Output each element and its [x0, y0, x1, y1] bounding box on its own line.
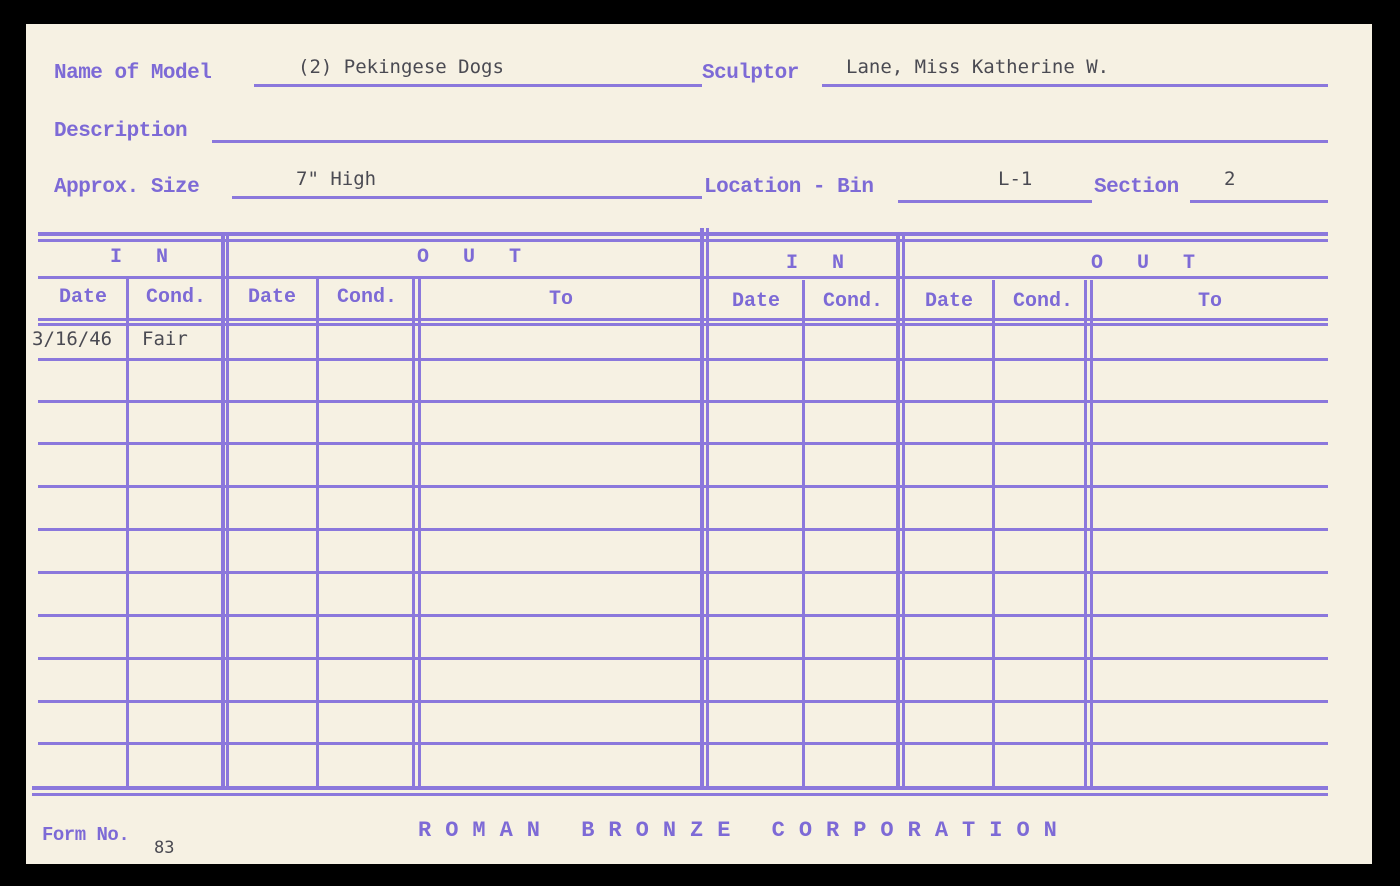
row-rule [38, 528, 1328, 531]
in-header-right: IN [785, 252, 878, 275]
row-rule [38, 657, 1328, 660]
company-name: ROMAN BRONZE CORPORATION [418, 818, 1071, 843]
column-header-rule [38, 318, 1328, 321]
table-top-rule [38, 232, 1328, 236]
row-rule [38, 358, 1328, 361]
col-divider [802, 280, 805, 786]
col-divider-in-out-right-2 [902, 236, 905, 790]
col-divider [412, 276, 415, 786]
col-out-cond-right: Cond. [1012, 290, 1073, 313]
col-divider [992, 280, 995, 786]
col-divider-in-out-right [896, 236, 900, 790]
out-header-left: OUT [416, 246, 555, 269]
col-out-to-left: To [548, 288, 573, 311]
col-out-to-right: To [1197, 290, 1222, 313]
table-bottom-rule-2 [32, 793, 1328, 796]
col-in-date-left: Date [58, 286, 107, 309]
row-rule [38, 742, 1328, 745]
row-rule [38, 442, 1328, 445]
col-out-date-left: Date [247, 286, 296, 309]
in-header-left: IN [109, 246, 202, 269]
col-in-date-right: Date [731, 290, 780, 313]
section-label: Section [1094, 176, 1179, 199]
description-label: Description [54, 120, 188, 143]
sculptor-label: Sculptor [702, 62, 799, 85]
name-of-model-line [254, 84, 702, 87]
location-label: Location - Bin [704, 176, 874, 199]
col-out-cond-left: Cond. [336, 286, 397, 309]
row-rule [38, 485, 1328, 488]
form-number-value: 83 [154, 838, 175, 858]
col-divider-in-out-left [221, 232, 225, 790]
section-value[interactable]: 2 [1224, 168, 1236, 190]
row-rule [38, 700, 1328, 703]
col-divider [1090, 280, 1093, 786]
col-in-cond-left: Cond. [145, 286, 206, 309]
row-1-in-cond[interactable]: Fair [142, 328, 188, 350]
section-line [1190, 200, 1328, 203]
name-of-model-label: Name of Model [54, 62, 212, 85]
row-rule [38, 571, 1328, 574]
form-number-label: Form No. [42, 824, 130, 846]
location-value[interactable]: L-1 [998, 168, 1033, 190]
col-divider [418, 276, 421, 786]
name-of-model-value[interactable]: (2) Pekingese Dogs [298, 56, 504, 78]
col-in-cond-right: Cond. [822, 290, 883, 313]
row-1-in-date[interactable]: 3/16/46 [32, 328, 113, 350]
location-line [898, 200, 1092, 203]
col-divider [316, 276, 319, 786]
description-line [212, 140, 1328, 143]
col-divider [126, 276, 129, 786]
approx-size-line [232, 196, 702, 199]
column-header-rule-2 [38, 323, 1328, 326]
col-out-date-right: Date [924, 290, 973, 313]
row-rule [38, 614, 1328, 617]
row-rule [38, 400, 1328, 403]
sculptor-value[interactable]: Lane, Miss Katherine W. [846, 56, 1110, 78]
col-divider-center-2 [706, 228, 709, 790]
approx-size-value[interactable]: 7" High [296, 168, 377, 190]
group-header-rule [38, 276, 1328, 279]
table-top-rule-2 [38, 239, 1328, 242]
col-divider [1084, 280, 1087, 786]
col-divider-in-out-left-2 [226, 232, 229, 790]
out-header-right: OUT [1090, 252, 1229, 275]
record-card [26, 24, 1372, 864]
col-divider-center [700, 228, 704, 790]
approx-size-label: Approx. Size [54, 176, 200, 199]
sculptor-line [822, 84, 1328, 87]
